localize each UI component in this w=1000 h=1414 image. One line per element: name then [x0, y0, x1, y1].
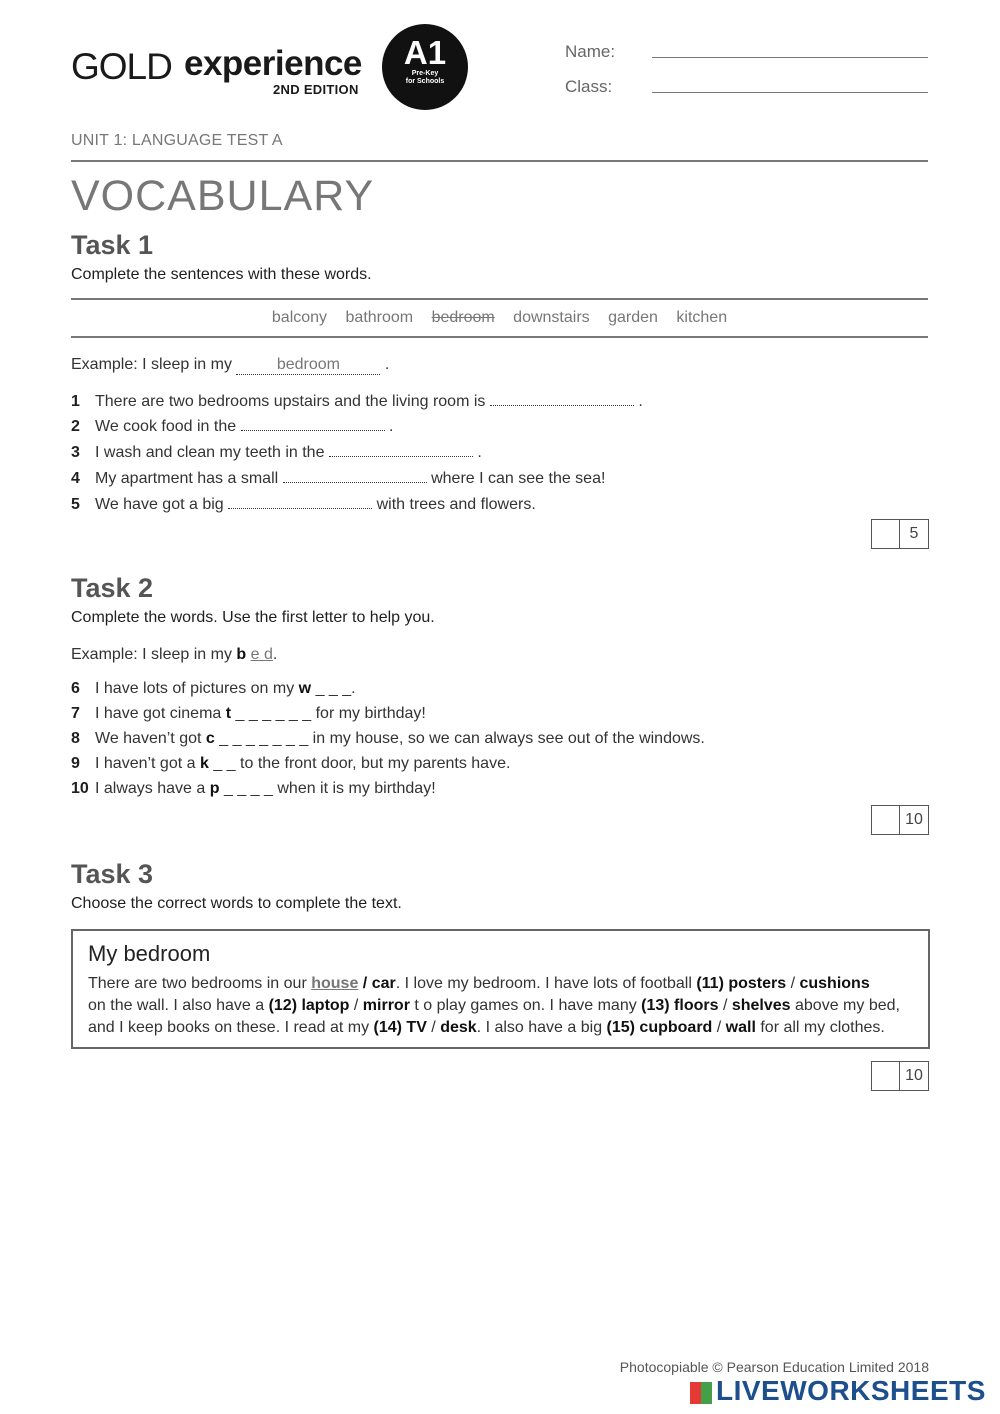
item-text-after: . [389, 418, 394, 435]
answer-blank-4[interactable] [283, 468, 427, 483]
item-text-before: I wash and clean my teeth in the [95, 444, 325, 461]
text-part: . I love my bedroom. I have lots of football [395, 975, 697, 992]
text-part: . I also have a big [476, 1019, 607, 1036]
choice-12b[interactable]: mirror [362, 997, 410, 1014]
watermark-text: LIVEWORKSHEETS [716, 1375, 986, 1406]
liveworksheets-watermark [690, 1375, 986, 1407]
liveworksheets-logo-icon [690, 1382, 712, 1404]
task2-title: Task 2 [71, 573, 154, 603]
word-bank [71, 298, 928, 338]
item-text-before: I haven’t got a [95, 755, 196, 772]
first-letter: t [225, 705, 232, 722]
section-title: VOCABULARY [71, 172, 375, 220]
class-input-line[interactable] [652, 92, 928, 93]
choice-15a[interactable]: (15) cupboard [606, 1019, 713, 1036]
example-choice: house [311, 975, 359, 992]
first-letter: w [298, 680, 312, 697]
score-total: 10 [905, 811, 923, 828]
item-number: 7 [71, 705, 80, 722]
score-total: 10 [905, 1067, 923, 1084]
task2-item-8 [71, 730, 705, 748]
task1-item-2 [71, 416, 393, 436]
task2-item-9 [71, 755, 510, 773]
item-number: 10 [71, 780, 89, 797]
choice-11b[interactable]: cushions [799, 975, 870, 992]
task1-item-3 [71, 442, 482, 462]
example-letter: b [236, 646, 247, 663]
letter-blanks[interactable]: _ _ _ _ [223, 780, 273, 797]
choice-15b[interactable]: wall [725, 1019, 756, 1036]
logo-gold: GOLD [71, 46, 172, 87]
logo-experience: experience [184, 44, 362, 83]
item-text-after: with trees and flowers. [376, 496, 536, 513]
task1-item-5 [71, 494, 536, 514]
item-text-after: to the front door, but my parents have. [240, 755, 511, 772]
header-divider [71, 160, 928, 162]
copyright-text: Photocopiable © Pearson Education Limited 2018 [619, 1359, 929, 1375]
choice-11a[interactable]: (11) posters [696, 975, 787, 992]
word-bank-item: balcony [271, 309, 328, 326]
task2-score-box [871, 805, 929, 835]
first-letter: k [199, 755, 209, 772]
item-text-after: for my birthday! [315, 705, 426, 722]
task2-instruction: Complete the words. Use the first letter to help you. [71, 609, 435, 626]
score-total: 5 [909, 525, 919, 542]
letter-blanks[interactable]: _ _ _ _ _ _ [235, 705, 312, 722]
item-text-before: I have lots of pictures on my [95, 680, 295, 697]
answer-blank-5[interactable] [228, 494, 372, 509]
choice-13a[interactable]: (13) floors [641, 997, 719, 1014]
first-letter: c [205, 730, 215, 747]
item-text-after: where I can see the sea! [431, 470, 606, 487]
word-bank-item: downstairs [513, 309, 590, 326]
task1-item-1 [71, 391, 643, 411]
score-input[interactable] [872, 806, 900, 834]
answer-blank-3[interactable] [329, 442, 473, 457]
task3-instruction: Choose the correct words to complete the text. [71, 895, 402, 912]
example-prefix: Example: I sleep in my [71, 356, 232, 373]
item-number: 8 [71, 730, 80, 747]
item-text-before: I have got cinema [95, 705, 222, 722]
answer-blank-1[interactable] [490, 391, 634, 406]
task1-instruction: Complete the sentences with these words. [71, 266, 372, 283]
reading-body: There are two bedrooms in our house / car. I love my bedroom. I have lots of football (11) posters / cushions on the wall. I also have a (12) laptop / mirror t o play games on. I have many (13) floors / shelves above my bed, and I keep books on these. I read at my (14) TV / desk. I also have a big (15) cupboard / wall for all my clothes. [88, 975, 900, 1036]
score-input[interactable] [872, 520, 900, 548]
first-letter: p [209, 780, 220, 797]
word-bank-item: bathroom [345, 309, 414, 326]
item-text-before: My apartment has a small [95, 470, 279, 487]
task1-example [71, 356, 389, 375]
example-answer: e d [250, 646, 273, 663]
task2-item-7 [71, 705, 426, 723]
task3-score-box [871, 1061, 929, 1091]
answer-blank-2[interactable] [241, 416, 385, 431]
item-text-after: . [638, 393, 643, 410]
item-number: 6 [71, 680, 80, 697]
text-part: above my bed, and I keep books on these. I read at my [88, 997, 900, 1036]
item-number: 1 [71, 393, 80, 410]
letter-blanks[interactable]: _ _ _ [315, 680, 352, 697]
class-label: Class: [565, 77, 613, 96]
reading-text-box [71, 929, 930, 1049]
item-text-before: There are two bedrooms upstairs and the living room is [95, 393, 486, 410]
example-answer: bedroom [236, 356, 380, 375]
word-bank-item: kitchen [676, 309, 728, 326]
choice-12a[interactable]: (12) laptop [268, 997, 350, 1014]
choice-14b[interactable]: desk [440, 1019, 477, 1036]
letter-blanks[interactable]: _ _ _ _ _ _ _ [219, 730, 309, 747]
text-part: There are two bedrooms in our [88, 975, 312, 992]
level-badge [382, 24, 468, 110]
example-suffix: . [384, 356, 390, 373]
item-text-before: I always have a [95, 780, 206, 797]
badge-sub-2: for Schools [405, 78, 445, 85]
logo-edition: 2ND EDITION [273, 82, 359, 97]
word-bank-item-used: bedroom [431, 309, 495, 326]
badge-sub-1: Pre-Key [411, 70, 439, 77]
text-part: on the wall. I also have a [88, 997, 269, 1014]
item-number: 9 [71, 755, 80, 772]
unit-label: UNIT 1: LANGUAGE TEST A [71, 132, 283, 149]
score-input[interactable] [872, 1062, 900, 1090]
task2-item-10 [71, 780, 436, 798]
badge-level: A1 [403, 34, 447, 71]
item-number: 2 [71, 418, 80, 435]
item-text-after: in my house, so we can always see out of the windows. [312, 730, 705, 747]
example-suffix: . [272, 646, 278, 663]
item-number: 3 [71, 444, 80, 461]
item-text-before: We have got a big [95, 496, 224, 513]
task1-score-box [871, 519, 929, 549]
name-label: Name: [565, 42, 616, 61]
example-prefix: Example: I sleep in my [71, 646, 232, 663]
example-option: car [371, 975, 396, 992]
item-text-before: We cook food in the [95, 418, 237, 435]
item-number: 4 [71, 470, 80, 487]
task1-title: Task 1 [71, 230, 154, 260]
letter-blanks[interactable]: _ _ [213, 755, 236, 772]
item-text-after: . [477, 444, 482, 461]
choice-13b[interactable]: shelves [731, 997, 791, 1014]
task3-title: Task 3 [71, 859, 154, 889]
reading-title: My bedroom [88, 941, 211, 966]
task2-item-6 [71, 680, 356, 698]
item-text-before: We haven’t got [95, 730, 202, 747]
item-number: 5 [71, 496, 80, 513]
text-part: for all my clothes. [755, 1019, 885, 1036]
text-part: t o play games on. I have many [409, 997, 642, 1014]
choice-14a[interactable]: (14) TV [373, 1019, 427, 1036]
word-bank-item: garden [608, 309, 658, 326]
name-input-line[interactable] [652, 57, 928, 58]
task1-item-4 [71, 468, 605, 488]
item-text-after: when it is my birthday! [277, 780, 436, 797]
task2-example [71, 646, 277, 664]
item-text-after: . [351, 680, 356, 697]
